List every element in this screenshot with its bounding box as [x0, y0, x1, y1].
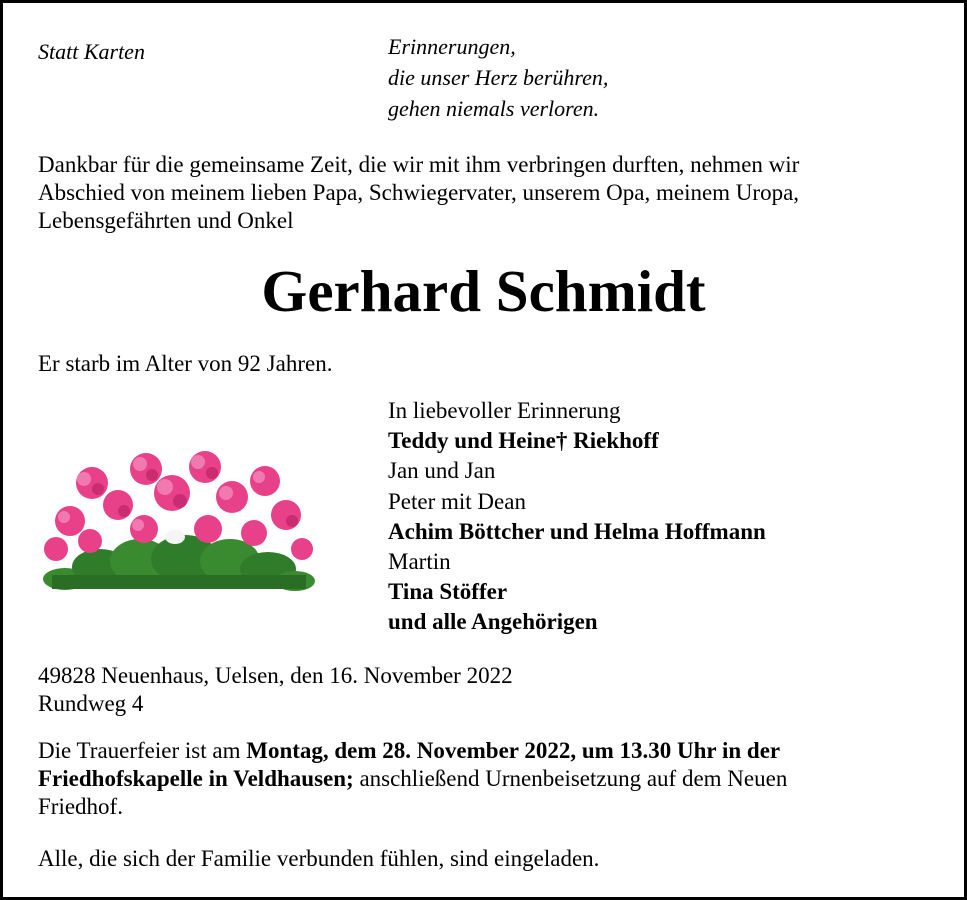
mourner-line: Tina Stöffer	[388, 579, 508, 605]
address-block	[38, 662, 513, 718]
intro-text	[38, 151, 799, 235]
mourner-line: Jan und Jan	[388, 458, 496, 484]
funeral-text: anschließend Urnenbeisetzung auf dem Neuen	[353, 766, 788, 791]
geranium-flowers-icon	[40, 449, 316, 593]
funeral-text: Die Trauerfeier ist am	[38, 738, 247, 763]
intro-line: Lebensgefährten und Onkel	[38, 208, 294, 233]
header-left-text: Statt Karten	[38, 39, 145, 64]
intro-line: Dankbar für die gemeinsame Zeit, die wir mit ihm verbringen durften, nehmen wir	[38, 152, 800, 177]
funeral-date-time: Montag, dem 28. November 2022, um 13.30 Uhr in der	[246, 738, 781, 763]
mourner-line: In liebevoller Erinnerung	[388, 398, 621, 423]
memorial-quote	[388, 31, 608, 124]
funeral-info	[38, 737, 787, 821]
quote-line: die unser Herz berühren,	[388, 65, 609, 90]
closing-line: Alle, die sich der Familie verbunden fühlen, sind eingeladen.	[38, 846, 600, 871]
mourner-line: Peter mit Dean	[388, 488, 526, 514]
mourner-line: Teddy und Heine† Riekhoff	[388, 428, 659, 454]
funeral-text: Friedhof.	[38, 794, 123, 819]
mourner-line: Achim Böttcher und Helma Hoffmann	[388, 518, 766, 544]
mourners-list	[388, 396, 766, 638]
quote-line: gehen niemals verloren.	[388, 96, 600, 121]
intro-line: Abschied von meinem lieben Papa, Schwiegervater, unserem Opa, meinem Uropa,	[38, 180, 800, 205]
quote-line: Erinnerungen,	[388, 34, 516, 59]
place-date: 49828 Neuenhaus, Uelsen, den 16. November 2022	[38, 663, 513, 688]
street: Rundweg 4	[38, 691, 144, 716]
funeral-location: Friedhofskapelle in Veldhausen;	[38, 766, 354, 791]
mourner-line: Martin	[388, 549, 451, 575]
mourner-line: und alle Angehörigen	[388, 609, 598, 635]
age-line: Er starb im Alter von 92 Jahren.	[38, 351, 333, 376]
deceased-name: Gerhard Schmidt	[261, 258, 706, 324]
